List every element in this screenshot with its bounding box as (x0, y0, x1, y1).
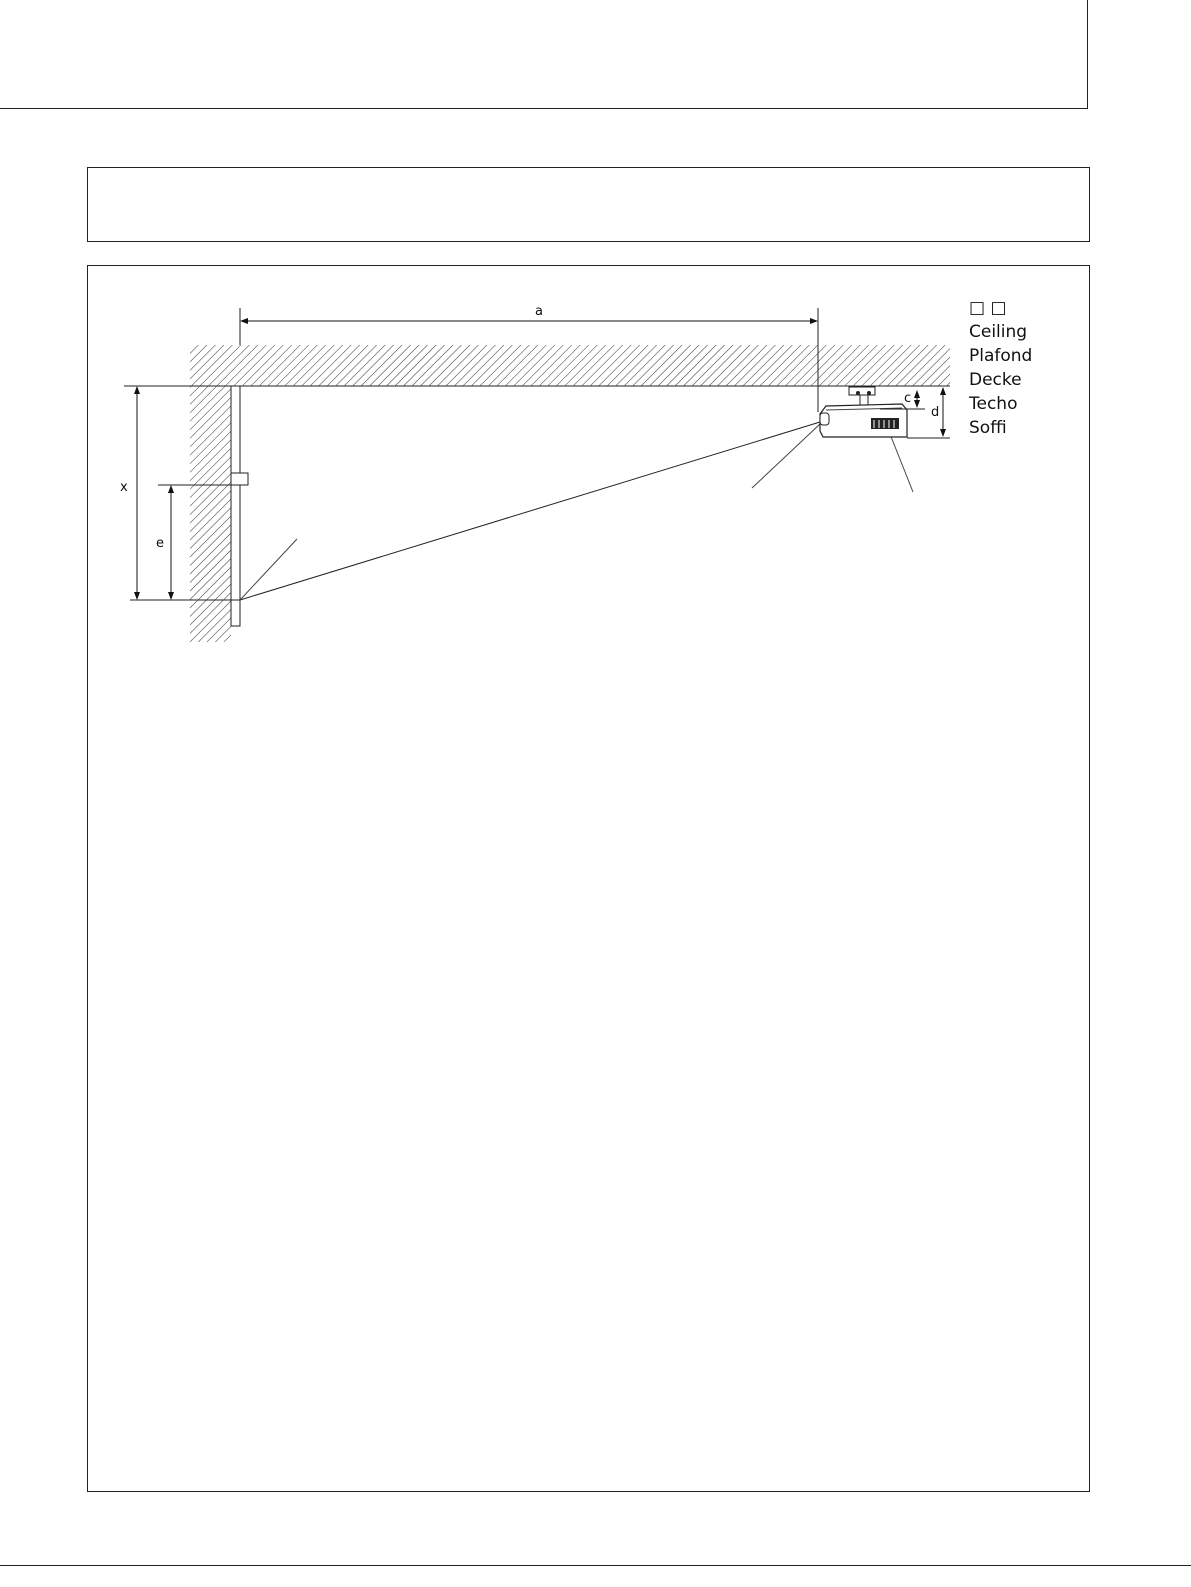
callout-lens (752, 424, 820, 488)
dimension-d-label: d (931, 405, 940, 420)
projection-beam-lower (240, 422, 820, 600)
dimension-e-label: e (156, 536, 164, 551)
wall-hatch (190, 386, 231, 642)
dimension-c-label: c (904, 391, 912, 406)
legend-ceiling-en: Ceiling (969, 322, 1028, 342)
screen (231, 386, 240, 626)
ceiling-hatch (190, 345, 950, 386)
legend-ceiling-it: Soffi (969, 418, 1007, 438)
legend-ceiling-es: Techo (969, 394, 1018, 414)
legend-glyph-2: □ (990, 298, 1007, 318)
dimension-x-label: x (120, 480, 128, 495)
legend-ceiling-fr: Plafond (969, 346, 1033, 366)
screen-bracket (231, 473, 248, 485)
legend-symbol-row (969, 296, 1032, 320)
projector-icon (820, 387, 907, 437)
legend-glyph-1: □ (969, 298, 986, 318)
dimension-a-label: a (535, 304, 543, 319)
ceiling-legend (969, 296, 1032, 440)
legend-ceiling-de: Decke (969, 370, 1022, 390)
